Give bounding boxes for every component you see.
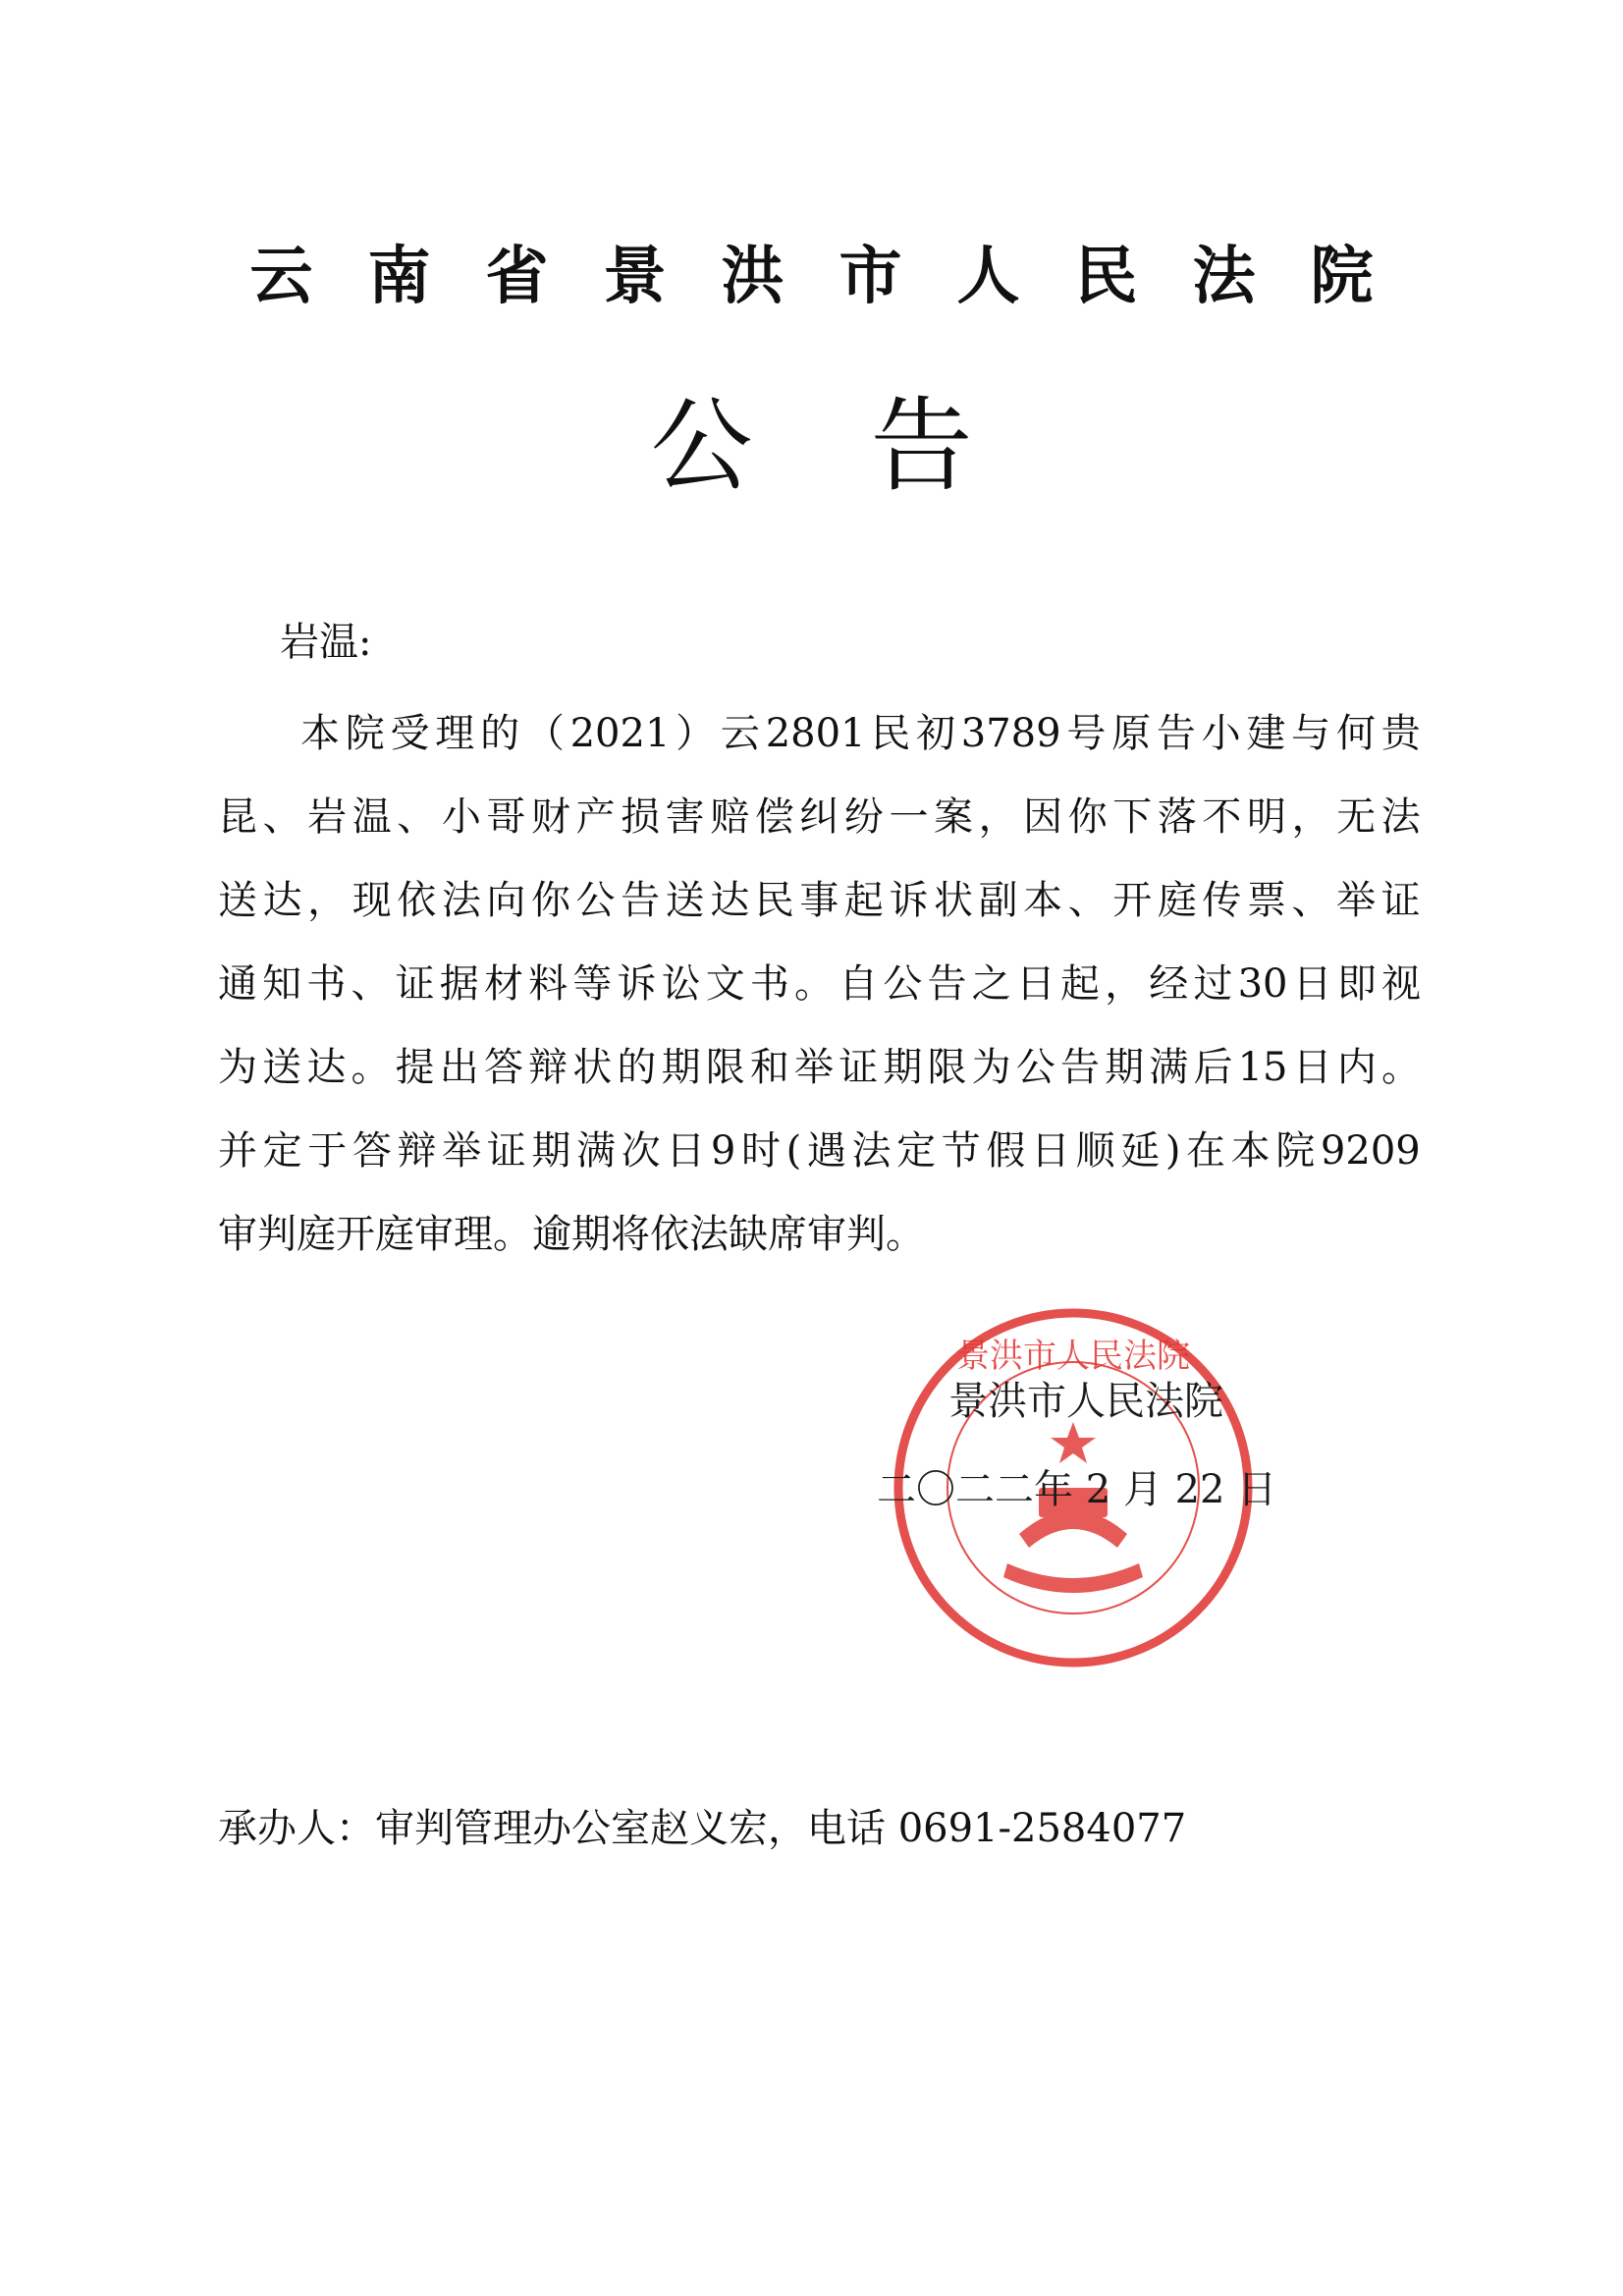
signature-court: 景洪市人民法院 (948, 1379, 1223, 1424)
signature-date: 二〇二二年 2 月 22 日 (877, 1467, 1277, 1512)
body-line: 通 知 书 、 证 据 材 料 等 诉 讼 文 书 。 自 公 告 之 日 起 ， 经 过 30 日 即 视 (218, 961, 1421, 1007)
body-line: 昆 、 岩 温 、 小 哥 财 产 损 害 赔 偿 纠 纷 一 案 ， 因 你 下 落 不 明 ， 无 法 (218, 794, 1421, 840)
body-line: 审判庭开庭审理。逾期将依法缺席审判。 (218, 1212, 925, 1257)
contact-line: 承办人：审判管理办公室赵义宏，电话 0691-2584077 (218, 1806, 1187, 1851)
document-title: 公告 (650, 386, 1091, 506)
body-line: 本 院 受 理 的 （ 2021 ） 云 2801 民 初 3789 号 原 告 小 建 与 何 贵 (300, 711, 1421, 756)
body-line: 送 达 ， 现 依 法 向 你 公 告 送 达 民 事 起 诉 状 副 本 、 开 庭 传 票 、 举 证 (218, 878, 1421, 923)
notice-body (218, 692, 1421, 1277)
court-title: 云南省景洪市人民法院 (249, 241, 1429, 313)
body-line: 为 送 达 。 提 出 答 辩 状 的 期 限 和 举 证 期 限 为 公 告 期 满 后 15 日 内 。 (218, 1045, 1421, 1090)
seal-text: 景洪市人民法院 (956, 1337, 1190, 1376)
addressee: 岩温: (280, 620, 372, 665)
body-line: 并 定 于 答 辩 举 证 期 满 次 日 9 时 ( 遇 法 定 节 假 日 顺 延 ) 在 本 院 9209 (218, 1128, 1421, 1174)
